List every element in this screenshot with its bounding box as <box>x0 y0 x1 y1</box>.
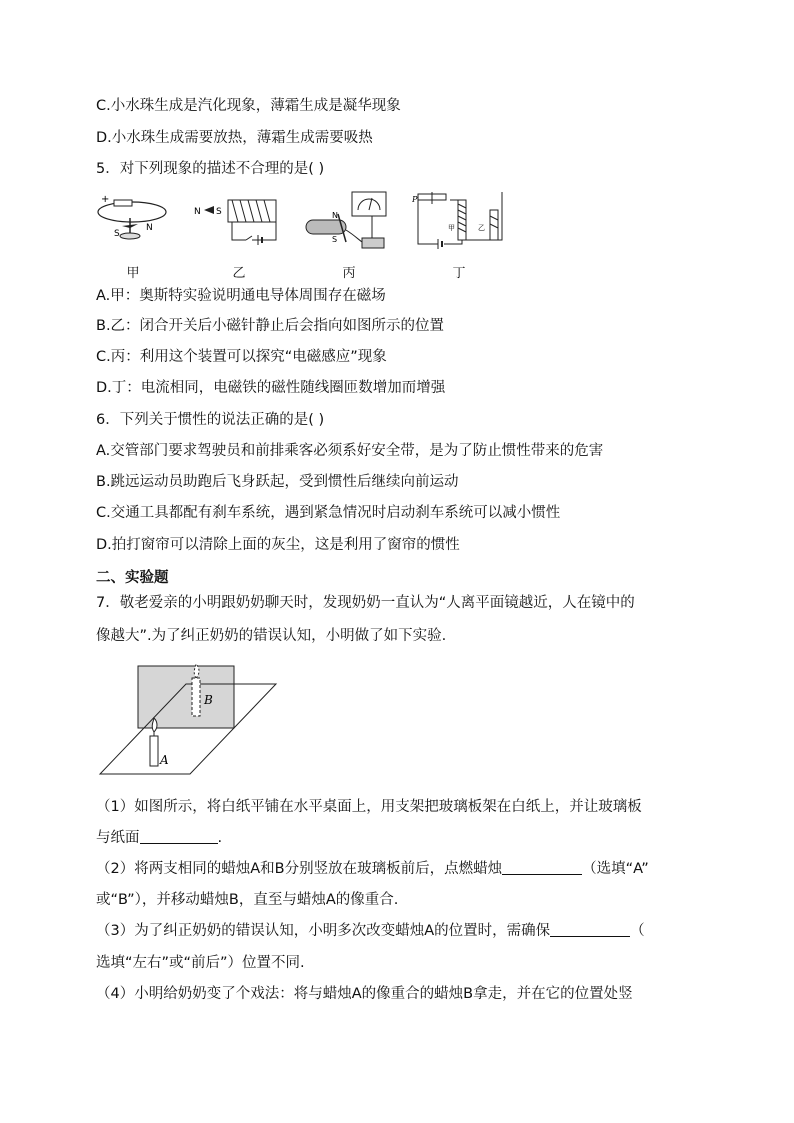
q7-part2-line2: 或“B”），并移动蜡烛B，直至与蜡烛A的像重合. <box>96 892 399 908</box>
svg-text:S: S <box>332 235 338 244</box>
svg-text:S: S <box>114 229 120 239</box>
svg-text:N: N <box>194 207 201 217</box>
q7-part3-line2: 选填“左右”或“前后”）位置不同. <box>96 955 305 971</box>
q7-part2-end: （选填“A” <box>582 861 649 877</box>
figure-ding-electromagnets <box>412 190 506 258</box>
q6-option-d: D.拍打窗帘可以清除上面的灰尘，这是利用了窗帘的惯性 <box>96 537 460 553</box>
q5-option-a: A.甲：奥斯特实验说明通电导体周围存在磁场 <box>96 288 386 304</box>
svg-text:乙: 乙 <box>478 224 485 232</box>
candle-a-label: A <box>160 753 169 767</box>
figure-bing-induction <box>302 190 394 258</box>
candle-b-label: B <box>204 693 213 707</box>
q7-part3-line1 <box>96 921 645 941</box>
q5-figure-row <box>96 190 516 280</box>
figure-label-yi: 乙 <box>232 266 246 281</box>
figure-jia-oersted <box>96 190 168 258</box>
q7-part2-line1 <box>96 859 649 879</box>
figure-label-jia: 甲 <box>126 266 140 281</box>
svg-text:N: N <box>332 211 338 220</box>
q7-part1-line1: （1）如图所示，将白纸平铺在水平桌面上，用支架把玻璃板架在白纸上，并让玻璃板 <box>96 799 642 815</box>
q5-option-d: D.丁：电流相同，电磁铁的磁性随线圈匝数增加而增强 <box>96 380 446 396</box>
q6-option-a: A.交管部门要求驾驶员和前排乘客必须系好安全带，是为了防止惯性带来的危害 <box>96 443 604 459</box>
q5-stem: 5．对下列现象的描述不合理的是( ) <box>96 161 325 177</box>
q7-part4-line1: （4）小明给奶奶变了个戏法：将与蜡烛A的像重合的蜡烛B拿走，并在它的位置处竖 <box>96 986 633 1002</box>
q6-option-c: C.交通工具都配有刹车系统，遇到紧急情况时启动刹车系统可以减小惯性 <box>96 505 561 521</box>
answer-blank-3[interactable] <box>550 922 630 937</box>
q7-part1-end: . <box>217 830 223 846</box>
answer-blank-1[interactable] <box>140 829 218 844</box>
q7-stem-line2: 像越大”.为了纠正奶奶的错误认知，小明做了如下实验. <box>96 628 447 644</box>
q7-part1-line2 <box>96 828 222 848</box>
q7-stem-line1: 7．敬老爱亲的小明跟奶奶聊天时，发现奶奶一直认为“人离平面镜越近，人在镜中的 <box>96 595 635 611</box>
q7-mirror-figure <box>96 660 282 778</box>
q6-stem: 6．下列关于惯性的说法正确的是( ) <box>96 412 325 428</box>
q5-option-b: B.乙：闭合开关后小磁针静止后会指向如图所示的位置 <box>96 318 445 334</box>
figure-yi-solenoid <box>194 190 284 258</box>
svg-text:P: P <box>412 195 418 204</box>
q6-option-b: B.跳远运动员助跑后飞身跃起，受到惯性后继续向前运动 <box>96 474 459 490</box>
answer-blank-2[interactable] <box>502 860 582 875</box>
svg-text:S: S <box>216 207 222 217</box>
svg-text:甲: 甲 <box>448 224 455 232</box>
q7-part3-text: （3）为了纠正奶奶的错误认知，小明多次改变蜡烛A的位置时，需确保 <box>96 923 551 939</box>
svg-text:+: + <box>101 194 110 205</box>
q5-option-c: C.丙：利用这个装置可以探究“电磁感应”现象 <box>96 349 387 365</box>
svg-text:N: N <box>146 223 153 233</box>
q4-option-c: C.小水珠生成是汽化现象，薄霜生成是凝华现象 <box>96 98 401 114</box>
q7-part1-text: 与纸面 <box>96 830 140 846</box>
q4-option-d: D.小水珠生成需要放热，薄霜生成需要吸热 <box>96 130 373 146</box>
figure-label-ding: 丁 <box>452 266 466 281</box>
q7-part2-text: （2）将两支相同的蜡烛A和B分别竖放在玻璃板前后，点燃蜡烛 <box>96 861 503 877</box>
figure-label-bing: 丙 <box>342 266 356 281</box>
q7-part3-end: （ <box>630 923 645 939</box>
section-title: 二、实验题 <box>96 570 169 586</box>
